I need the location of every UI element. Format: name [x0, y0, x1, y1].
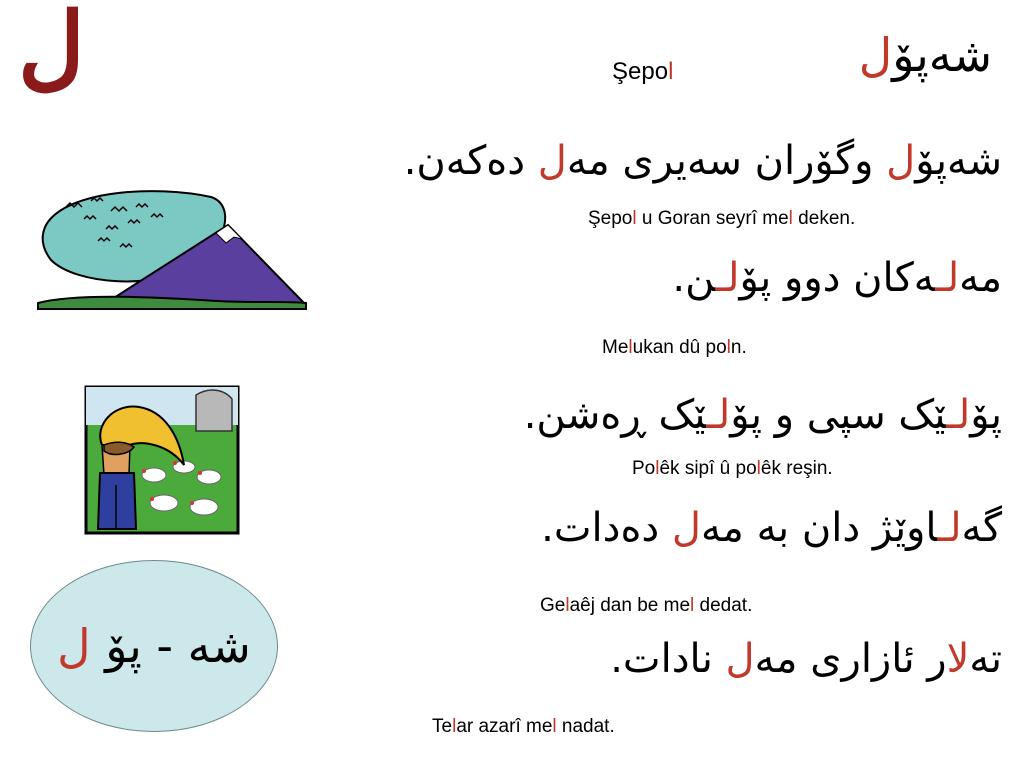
sentence-kurdish-4: گەلـاوێژ دان بە مەل دەدات.: [541, 505, 1002, 551]
title-kurdish: [859, 28, 992, 82]
farmer-chickens-illustration: [84, 385, 240, 535]
featured-letter: ل: [18, 0, 85, 100]
sentence-latin-2: Melukan dû poln.: [602, 337, 747, 358]
sentence-kurdish-3: پۆلـێک سپی و پۆلـێک ڕەشن.: [523, 392, 1002, 438]
title-latin: [612, 58, 673, 86]
title-kurdish-highlight: ل: [858, 28, 893, 82]
sentence-kurdish-2: مەلـەکان دوو پۆلـن.: [672, 255, 1002, 301]
syllable-text: شە - پۆ ل: [57, 619, 251, 673]
title-kurdish-part: شەپۆ: [892, 28, 992, 82]
sentence-latin-4: Gelaêj dan be mel dedat.: [540, 595, 753, 616]
sentence-kurdish-5: تەلار ئازاری مەل نادات.: [610, 636, 1002, 682]
title-latin-highlight: l: [668, 58, 674, 85]
title-latin-part: Şepo: [612, 58, 669, 85]
sentence-kurdish-1: شەپۆل وگۆران سەیری مەل دەکەن.: [403, 138, 1002, 184]
sentence-latin-1: Şepol u Goran seyrî mel deken.: [588, 208, 856, 229]
sentence-latin-3: Polêk sipî û polêk reşin.: [632, 458, 833, 479]
syllable-oval: [30, 560, 278, 732]
mountain-lake-illustration: [36, 185, 308, 313]
sentence-latin-5: Telar azarî mel nadat.: [432, 716, 615, 737]
